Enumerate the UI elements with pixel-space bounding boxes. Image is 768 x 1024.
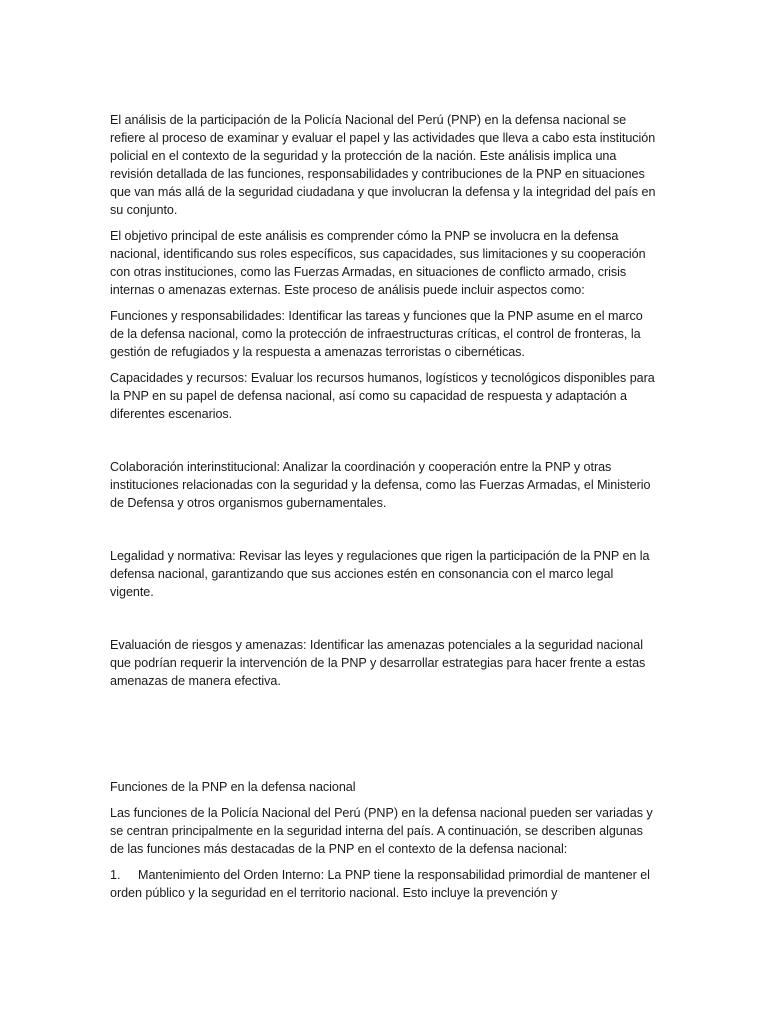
intro-paragraph: El análisis de la participación de la Policía Nacional del Perú (PNP) en la defensa nacional se refiere al proceso de examinar y evaluar el papel y las actividades que lleva a cabo esta institución policial en el contexto de la seguridad y la protección de la nación. Este análisis implica una revisión detallada de las funciones, responsabilidades y contribuciones de la PNP en situaciones que van más allá de la seguridad ciudadana y que involucran la defensa y la integridad del país en su conjunto. <box>110 113 656 217</box>
capabilities-resources-paragraph: Capacidades y recursos: Evaluar los recursos humanos, logísticos y tecnológicos disponibles para la PNP en su papel de defensa nacional, así como su capacidad de respuesta y adaptación a diferentes escenarios. <box>110 371 655 421</box>
functions-responsibilities-paragraph: Funciones y responsabilidades: Identificar las tareas y funciones que la PNP asume en el marco de la defensa nacional, como la protección de infraestructuras críticas, el control de fronteras, la gestión de refugiados y la respuesta a amenazas terroristas o cibernéticas. <box>110 309 643 359</box>
document-body <box>110 111 660 902</box>
section-heading: Funciones de la PNP en la defensa nacional <box>110 780 356 794</box>
list-item-text: Mantenimiento del Orden Interno: La PNP tiene la responsabilidad primordial de mantener el orden público y la seguridad en el territorio nacional. Esto incluye la prevención y <box>110 868 650 900</box>
list-item-number: 1. <box>110 868 121 882</box>
risk-evaluation-paragraph: Evaluación de riesgos y amenazas: Identificar las amenazas potenciales a la seguridad nacional que podrían requerir la intervención de la PNP y desarrollar estrategias para hacer frente a estas amenazas de manera efectiva. <box>110 638 646 688</box>
legality-paragraph: Legalidad y normativa: Revisar las leyes y regulaciones que rigen la participación de la PNP en la defensa nacional, garantizando que sus acciones estén en consonancia con el marco legal vigente. <box>110 549 650 599</box>
list-item <box>110 866 660 902</box>
interinstitutional-collaboration-paragraph: Colaboración interinstitucional: Analizar la coordinación y cooperación entre la PNP y otras instituciones relacionadas con la seguridad y la defensa, como las Fuerzas Armadas, el Ministerio de Defensa y otros organismos gubernamentales. <box>110 460 651 510</box>
objective-paragraph: El objetivo principal de este análisis es comprender cómo la PNP se involucra en la defensa nacional, identificando sus roles específicos, sus capacidades, sus limitaciones y su cooperación con otras instituciones, como las Fuerzas Armadas, en situaciones de conflicto armado, crisis internas o amenazas externas. Este proceso de análisis puede incluir aspectos como: <box>110 229 646 297</box>
functions-intro-paragraph: Las funciones de la Policía Nacional del Perú (PNP) en la defensa nacional pueden ser variadas y se centran principalmente en la seguridad interna del país. A continuación, se describen algunas de las funciones más destacadas de la PNP en el contexto de la defensa nacional: <box>110 806 653 856</box>
